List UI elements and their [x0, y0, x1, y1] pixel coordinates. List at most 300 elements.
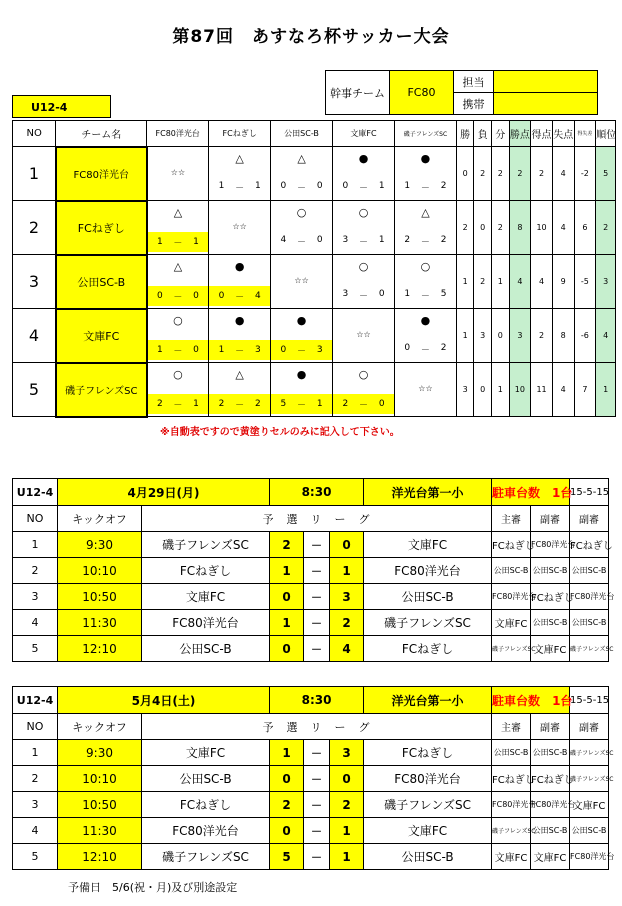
match-referee: 公田SC-B: [492, 558, 531, 584]
score-against: 1: [378, 235, 385, 245]
league-header-row: [13, 121, 616, 147]
match-kickoff[interactable]: 11:30: [58, 818, 142, 844]
match-kickoff[interactable]: 11:30: [58, 610, 142, 636]
score-dash: －: [173, 400, 183, 411]
result-symbol: ○: [358, 206, 369, 219]
match-referee: 磯子フレンズSC: [492, 818, 531, 844]
match-no: 5: [13, 844, 58, 870]
match-away-score[interactable]: 2: [330, 792, 364, 818]
score-against: 0: [316, 235, 323, 245]
match-row: [13, 532, 609, 558]
header-col-4: 文庫FC: [333, 121, 395, 147]
match-home-score[interactable]: 2: [270, 792, 304, 818]
row-rank: 4: [596, 309, 616, 363]
match-kickoff[interactable]: 10:50: [58, 792, 142, 818]
self-mark: ☆☆: [170, 168, 186, 177]
parking-info[interactable]: [492, 687, 573, 714]
match-dash: －: [304, 844, 330, 870]
match-away: 磯子フレンズSC: [364, 610, 492, 636]
header-loss: 負: [474, 121, 492, 147]
score-dash: －: [297, 400, 307, 411]
match-no: 3: [13, 584, 58, 610]
score-dash: －: [297, 238, 307, 248]
match-assistant-2: FCねぎし: [570, 532, 609, 558]
header-gf: 得点: [531, 121, 553, 147]
result-cell[interactable]: [209, 363, 271, 417]
row-draw: 2: [492, 147, 510, 201]
match-away-score[interactable]: 0: [330, 532, 364, 558]
self-mark: ☆☆: [232, 222, 247, 231]
header-no: NO: [13, 121, 56, 147]
result-symbol: △: [235, 368, 244, 381]
header-assistant-1: 副審: [531, 506, 570, 532]
score-against[interactable]: 3: [316, 345, 323, 355]
row-gd: 6: [574, 201, 596, 255]
match-row: [13, 766, 609, 792]
score-for[interactable]: 1: [157, 237, 163, 247]
schedule-label: U12-4: [13, 687, 58, 714]
row-ga: 4: [552, 147, 574, 201]
league-table: [12, 120, 616, 418]
score-dash: －: [235, 346, 245, 357]
score-against[interactable]: 1: [316, 399, 323, 409]
row-gf: 4: [531, 255, 553, 309]
entry-note: ※自動表ですので黄塗りセルのみに記入して下さい。: [160, 427, 400, 438]
score-against: 1: [378, 181, 385, 191]
row-ga: 8: [552, 309, 574, 363]
row-gf: 2: [531, 147, 553, 201]
score-for[interactable]: 0: [280, 345, 287, 355]
match-dash: －: [304, 636, 330, 662]
result-cell[interactable]: [147, 201, 209, 255]
score-for: 4: [280, 235, 287, 245]
league-row: [13, 363, 616, 417]
self-mark: ☆☆: [356, 330, 371, 339]
result-symbol: ●: [420, 314, 431, 327]
charge-value[interactable]: [494, 71, 598, 93]
result-cell: [394, 201, 456, 255]
league-row: [13, 147, 616, 201]
result-cell[interactable]: [209, 309, 271, 363]
row-ga: 9: [552, 255, 574, 309]
result-cell: [333, 309, 395, 363]
match-away: 文庫FC: [364, 532, 492, 558]
result-cell: [271, 201, 333, 255]
header-referee: 主審: [492, 506, 531, 532]
result-cell: [394, 147, 456, 201]
match-assistant-1: FC80洋光台: [531, 792, 570, 818]
match-assistant-2: 公田SC-B: [570, 558, 609, 584]
score-dash: －: [358, 184, 368, 194]
match-dash: －: [304, 792, 330, 818]
match-row: [13, 610, 609, 636]
row-win: 1: [456, 309, 474, 363]
score-for: 0: [342, 181, 349, 191]
match-no: 4: [13, 610, 58, 636]
match-assistant-1: FCねぎし: [531, 584, 570, 610]
schedule-venue[interactable]: 洋光台第一小: [364, 687, 492, 714]
result-cell: [394, 363, 456, 417]
row-points: 8: [509, 201, 531, 255]
parking-count[interactable]: 1台: [552, 693, 573, 708]
match-dash: －: [304, 610, 330, 636]
match-assistant-2: FC80洋光台: [570, 844, 609, 870]
score-dash: －: [358, 400, 368, 411]
match-no: 2: [13, 558, 58, 584]
row-gf: 10: [531, 201, 553, 255]
result-cell[interactable]: [209, 255, 271, 309]
parking-label: 駐車台数: [492, 693, 541, 708]
row-rank: 5: [596, 147, 616, 201]
match-home: 磯子フレンズSC: [142, 532, 270, 558]
row-team[interactable]: 磯子フレンズSC: [56, 363, 147, 417]
charge-label: 担当: [454, 71, 494, 93]
score-dash: －: [420, 238, 430, 248]
header-no: NO: [13, 506, 58, 532]
result-cell: [333, 147, 395, 201]
score-dash: －: [358, 238, 368, 248]
league-label: U12-4: [12, 95, 111, 118]
score-for[interactable]: 1: [157, 345, 163, 355]
match-row: [13, 818, 609, 844]
score-dash: －: [235, 184, 245, 194]
match-dash: －: [304, 558, 330, 584]
row-loss: 0: [474, 363, 492, 417]
score-dash: －: [420, 184, 430, 194]
score-for[interactable]: 1: [218, 345, 225, 355]
row-no: 2: [13, 201, 56, 255]
header-ga: 失点: [552, 121, 574, 147]
score-dash: －: [235, 400, 245, 411]
match-away: 文庫FC: [364, 818, 492, 844]
row-gf: 2: [531, 309, 553, 363]
header-assistant-1: 副審: [531, 714, 570, 740]
score-dash: －: [420, 346, 430, 356]
score-against[interactable]: 0: [378, 399, 385, 409]
row-rank: 2: [596, 201, 616, 255]
match-dash: －: [304, 818, 330, 844]
row-points: 10: [509, 363, 531, 417]
schedule-date[interactable]: 4月29日(月): [58, 479, 270, 506]
match-assistant-1: 公田SC-B: [531, 558, 570, 584]
page-title: 第87回 あすなろ杯サッカー大会: [172, 27, 450, 47]
match-away: FCねぎし: [364, 636, 492, 662]
match-referee: FCねぎし: [492, 766, 531, 792]
row-team[interactable]: 文庫FC: [56, 309, 147, 363]
match-no: 1: [13, 532, 58, 558]
score-against[interactable]: 4: [254, 291, 261, 301]
score-dash: －: [420, 292, 430, 302]
header-assistant-2: 副審: [570, 714, 609, 740]
match-home: 公田SC-B: [142, 766, 270, 792]
match-home-score[interactable]: 0: [270, 636, 304, 662]
schedule-start-time[interactable]: 8:30: [270, 479, 364, 506]
schedule-table: [12, 478, 615, 662]
row-loss: 2: [474, 147, 492, 201]
match-dash: －: [304, 532, 330, 558]
score-against: 1: [254, 181, 261, 191]
header-points: 勝点: [509, 121, 531, 147]
result-symbol: △: [173, 206, 183, 219]
score-for[interactable]: 0: [218, 291, 225, 301]
self-mark: ☆☆: [294, 276, 309, 285]
schedule-label: U12-4: [13, 479, 58, 506]
self-mark: ☆☆: [418, 384, 433, 393]
match-kickoff[interactable]: 12:10: [58, 636, 142, 662]
match-home-score[interactable]: 1: [270, 558, 304, 584]
score-dash: －: [358, 292, 368, 302]
row-draw: 0: [492, 309, 510, 363]
match-home: FCねぎし: [142, 792, 270, 818]
result-symbol: △: [173, 260, 183, 273]
match-no: 3: [13, 792, 58, 818]
score-dash: －: [173, 346, 183, 357]
match-home: 公田SC-B: [142, 636, 270, 662]
match-row: [13, 636, 609, 662]
parking-info[interactable]: [492, 479, 573, 506]
result-cell[interactable]: [147, 255, 209, 309]
match-no: 4: [13, 818, 58, 844]
match-assistant-2: 公田SC-B: [570, 818, 609, 844]
match-assistant-2: 磯子フレンズSC: [570, 740, 609, 766]
match-home-score[interactable]: 5: [270, 844, 304, 870]
row-loss: 0: [474, 201, 492, 255]
match-home-score[interactable]: 2: [270, 532, 304, 558]
score-for: 0: [280, 181, 287, 191]
row-draw: 2: [492, 201, 510, 255]
header-team: チーム名: [56, 121, 147, 147]
score-dash: －: [173, 292, 183, 303]
row-win: 2: [456, 201, 474, 255]
result-cell[interactable]: [147, 309, 209, 363]
row-draw: 1: [492, 255, 510, 309]
result-symbol: ○: [420, 260, 431, 273]
match-home-score[interactable]: 1: [270, 740, 304, 766]
schedule-version: 15-5-15: [570, 479, 609, 506]
score-against: 0: [378, 289, 385, 299]
row-team[interactable]: FC80洋光台: [56, 147, 147, 201]
match-home: FC80洋光台: [142, 818, 270, 844]
result-symbol: ●: [234, 260, 245, 273]
parking-count[interactable]: 1台: [552, 485, 573, 500]
row-rank: 1: [596, 363, 616, 417]
match-away-score[interactable]: 3: [330, 740, 364, 766]
score-against: 2: [440, 181, 447, 191]
match-row: [13, 844, 609, 870]
score-dash: －: [297, 184, 307, 194]
match-assistant-2: 磯子フレンズSC: [570, 636, 609, 662]
match-dash: －: [304, 766, 330, 792]
score-against[interactable]: 1: [193, 237, 199, 247]
row-team[interactable]: 公田SC-B: [56, 255, 147, 309]
match-home-score[interactable]: 0: [270, 818, 304, 844]
match-kickoff[interactable]: 10:50: [58, 584, 142, 610]
match-referee: 磯子フレンズSC: [492, 636, 531, 662]
row-no: 3: [13, 255, 56, 309]
score-dash: －: [235, 292, 245, 303]
match-referee: 文庫FC: [492, 844, 531, 870]
schedule-table: [12, 686, 615, 870]
score-dash: －: [173, 238, 183, 249]
result-symbol: ○: [173, 314, 183, 327]
result-symbol: ○: [358, 368, 369, 381]
header-assistant-2: 副審: [570, 506, 609, 532]
match-row: [13, 740, 609, 766]
result-symbol: ●: [358, 152, 369, 165]
schedule-version: 15-5-15: [570, 687, 609, 714]
match-away-score[interactable]: 1: [330, 818, 364, 844]
match-home: FC80洋光台: [142, 610, 270, 636]
match-referee: 公田SC-B: [492, 740, 531, 766]
match-away: 磯子フレンズSC: [364, 792, 492, 818]
match-assistant-1: 文庫FC: [531, 844, 570, 870]
match-away-score[interactable]: 1: [330, 844, 364, 870]
match-away-score[interactable]: 2: [330, 610, 364, 636]
match-referee: FC80洋光台: [492, 792, 531, 818]
match-home-score[interactable]: 0: [270, 766, 304, 792]
row-gd: 7: [574, 363, 596, 417]
row-team[interactable]: FCねぎし: [56, 201, 147, 255]
score-against: 2: [440, 235, 447, 245]
match-away-score[interactable]: 3: [330, 584, 364, 610]
result-cell: [209, 201, 271, 255]
header-kickoff: キックオフ: [58, 506, 142, 532]
result-symbol: ●: [296, 314, 307, 327]
mobile-label: 携帯: [454, 93, 494, 115]
score-for[interactable]: 0: [157, 291, 163, 301]
match-assistant-2: 磯子フレンズSC: [570, 766, 609, 792]
match-row: [13, 792, 609, 818]
match-away-score[interactable]: 1: [330, 558, 364, 584]
row-win: 0: [456, 147, 474, 201]
match-assistant-1: FC80洋光台: [531, 532, 570, 558]
row-rank: 3: [596, 255, 616, 309]
result-cell: [394, 255, 456, 309]
match-dash: －: [304, 740, 330, 766]
row-points: 3: [509, 309, 531, 363]
match-home-score[interactable]: 1: [270, 610, 304, 636]
score-against[interactable]: 1: [193, 399, 199, 409]
match-assistant-2: FC80洋光台: [570, 584, 609, 610]
score-for: 0: [404, 343, 411, 353]
result-symbol: △: [235, 152, 244, 165]
header-col-5: 磯子フレンズSC: [394, 121, 456, 147]
score-for[interactable]: 2: [342, 399, 349, 409]
row-draw: 1: [492, 363, 510, 417]
row-win: 3: [456, 363, 474, 417]
match-away-score[interactable]: 0: [330, 766, 364, 792]
row-points: 2: [509, 147, 531, 201]
result-cell: [209, 147, 271, 201]
result-cell[interactable]: [147, 363, 209, 417]
parking-label: 駐車台数: [492, 485, 541, 500]
header-draw: 分: [492, 121, 510, 147]
result-cell[interactable]: [333, 363, 395, 417]
score-against: 5: [440, 289, 447, 299]
row-win: 1: [456, 255, 474, 309]
match-kickoff[interactable]: 10:10: [58, 558, 142, 584]
match-assistant-1: 公田SC-B: [531, 740, 570, 766]
result-cell: [271, 255, 333, 309]
organizer-team[interactable]: FC80: [390, 71, 454, 115]
row-loss: 3: [474, 309, 492, 363]
score-dash: －: [297, 346, 307, 357]
result-symbol: ●: [234, 314, 245, 327]
score-for: 1: [404, 289, 411, 299]
reserve-day-note: 予備日 5/6(祝・月)及び別途設定: [68, 881, 238, 894]
match-home: 磯子フレンズSC: [142, 844, 270, 870]
match-assistant-1: 文庫FC: [531, 636, 570, 662]
header-kickoff: キックオフ: [58, 714, 142, 740]
match-away: 公田SC-B: [364, 844, 492, 870]
score-for: 2: [404, 235, 411, 245]
result-cell: [333, 255, 395, 309]
score-against[interactable]: 3: [254, 345, 261, 355]
mobile-value[interactable]: [494, 93, 598, 115]
score-against[interactable]: 2: [254, 399, 261, 409]
score-for[interactable]: 2: [218, 399, 225, 409]
result-symbol: △: [297, 152, 306, 165]
header-col-3: 公田SC-B: [271, 121, 333, 147]
match-away: 公田SC-B: [364, 584, 492, 610]
match-assistant-2: 文庫FC: [570, 792, 609, 818]
header-col-1: FC80洋光台: [147, 121, 209, 147]
match-away-score[interactable]: 4: [330, 636, 364, 662]
match-kickoff[interactable]: 12:10: [58, 844, 142, 870]
schedule-date[interactable]: 5月4日(土): [58, 687, 270, 714]
match-away: FC80洋光台: [364, 766, 492, 792]
match-assistant-1: 公田SC-B: [531, 818, 570, 844]
score-for[interactable]: 2: [157, 399, 163, 409]
result-cell: [147, 147, 209, 201]
match-home: FCねぎし: [142, 558, 270, 584]
score-for: 3: [342, 235, 349, 245]
match-home: 文庫FC: [142, 740, 270, 766]
row-loss: 2: [474, 255, 492, 309]
match-assistant-1: FCねぎし: [531, 766, 570, 792]
score-for: 1: [404, 181, 411, 191]
match-assistant-1: 公田SC-B: [531, 610, 570, 636]
header-no: NO: [13, 714, 58, 740]
organizer-table: [325, 70, 598, 115]
match-kickoff[interactable]: 10:10: [58, 766, 142, 792]
score-against: 2: [440, 343, 447, 353]
header-league: 予 選 リ ー グ: [142, 714, 492, 740]
header-gd: 得失差: [574, 121, 596, 147]
score-for[interactable]: 5: [280, 399, 287, 409]
schedule-venue[interactable]: 洋光台第一小: [364, 479, 492, 506]
header-win: 勝: [456, 121, 474, 147]
schedule-start-time[interactable]: 8:30: [270, 687, 364, 714]
match-kickoff[interactable]: 9:30: [58, 740, 142, 766]
match-home-score[interactable]: 0: [270, 584, 304, 610]
match-referee: 文庫FC: [492, 610, 531, 636]
score-against[interactable]: 0: [193, 291, 199, 301]
row-points: 4: [509, 255, 531, 309]
row-gd: -6: [574, 309, 596, 363]
match-no: 1: [13, 740, 58, 766]
result-cell: [333, 201, 395, 255]
result-cell[interactable]: [271, 363, 333, 417]
result-cell[interactable]: [271, 309, 333, 363]
match-kickoff[interactable]: 9:30: [58, 532, 142, 558]
row-gd: -2: [574, 147, 596, 201]
match-dash: －: [304, 584, 330, 610]
result-cell: [271, 147, 333, 201]
header-rank: 順位: [596, 121, 616, 147]
score-against[interactable]: 0: [193, 345, 199, 355]
match-assistant-2: 公田SC-B: [570, 610, 609, 636]
